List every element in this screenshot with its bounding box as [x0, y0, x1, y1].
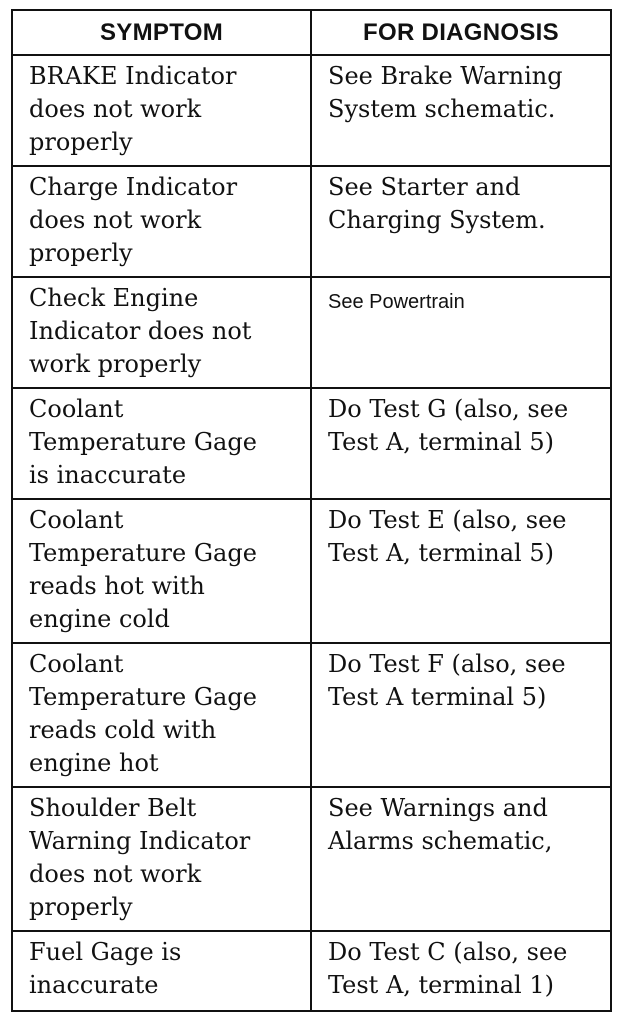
- symptom-cell: Shoulder Belt Warning Indicator does not work properly: [13, 788, 312, 930]
- diagnosis-cell: See Starter and Charging System.: [328, 173, 546, 234]
- table-row: [13, 387, 610, 498]
- table-row: [13, 786, 610, 930]
- diagnosis-table: [11, 9, 612, 1012]
- table-row: [13, 165, 610, 276]
- symptom-cell: Coolant Temperature Gage reads cold with engine hot: [13, 644, 312, 786]
- table-row: [13, 930, 610, 1010]
- diagnosis-cell: See Powertrain: [328, 291, 465, 313]
- table-row: [13, 276, 610, 387]
- symptom-cell: Check Engine Indicator does not work properly: [13, 278, 312, 387]
- table-row: [13, 498, 610, 642]
- table-row: [13, 54, 610, 165]
- diagnosis-cell: Do Test C (also, see Test A, terminal 1): [328, 938, 568, 999]
- diagnosis-cell: See Warnings and Alarms schematic,: [328, 794, 553, 855]
- diagnosis-cell: See Brake Warning System schematic.: [328, 62, 563, 123]
- symptom-cell: Coolant Temperature Gage reads hot with engine cold: [13, 500, 312, 642]
- diagnosis-cell: Do Test E (also, see Test A, terminal 5): [328, 506, 567, 567]
- diagnosis-cell: Do Test F (also, see Test A terminal 5): [328, 650, 566, 711]
- symptom-cell: Charge Indicator does not work properly: [13, 167, 312, 276]
- table-row: [13, 642, 610, 786]
- symptom-cell: Fuel Gage is inaccurate: [13, 932, 312, 1010]
- symptom-header: SYMPTOM: [13, 11, 312, 54]
- diagnosis-cell: Do Test G (also, see Test A, terminal 5): [328, 395, 569, 456]
- header-row: [13, 11, 610, 54]
- symptom-cell: BRAKE Indicator does not work properly: [13, 56, 312, 165]
- diagnosis-header: FOR DIAGNOSIS: [363, 18, 559, 46]
- symptom-cell: Coolant Temperature Gage is inaccurate: [13, 389, 312, 498]
